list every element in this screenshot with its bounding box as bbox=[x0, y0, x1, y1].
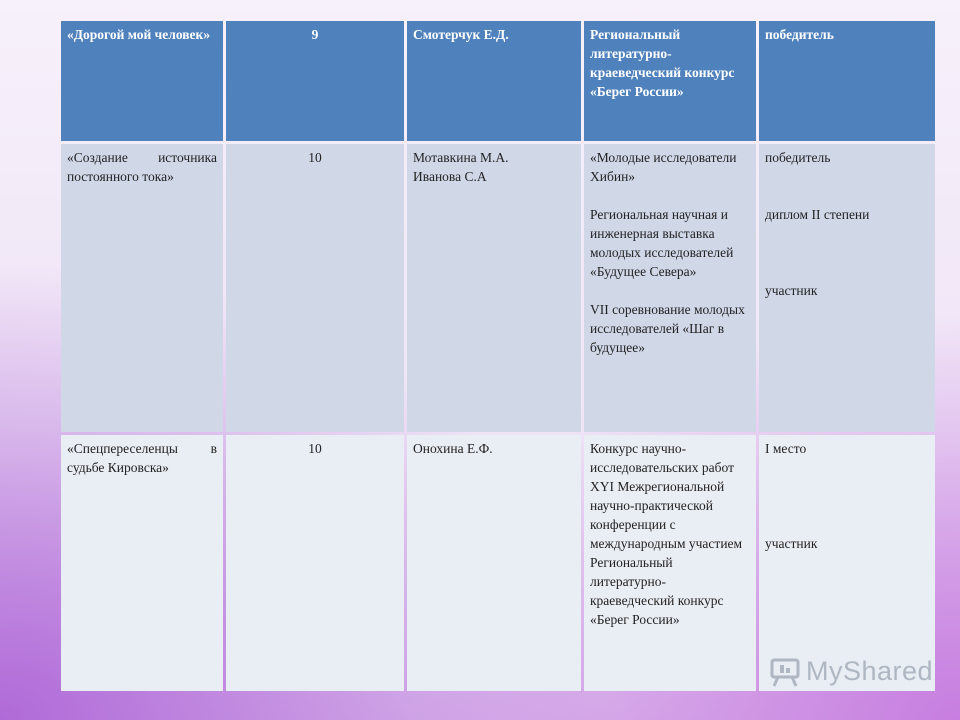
author-name: Иванова С.А bbox=[413, 169, 487, 184]
result-cell bbox=[759, 144, 935, 432]
grade-cell: 10 bbox=[226, 435, 404, 691]
competition-name: Региональная научная и инженерная выставка молодых исследователей «Будущее Севера» bbox=[590, 207, 734, 279]
result-text: победитель bbox=[765, 150, 831, 165]
competition-cell bbox=[584, 435, 756, 691]
project-title-cell: «Дорогой мой человек» bbox=[61, 21, 223, 141]
author-name: Мотавкина М.А. bbox=[413, 150, 509, 165]
authors-cell: Смотерчук Е.Д. bbox=[407, 21, 581, 141]
competition-cell bbox=[584, 144, 756, 432]
table-row bbox=[61, 144, 935, 432]
competition-name: Конкурс научно-исследовательских работ XYI Межрегиональной научно-практической конференции с международным участием bbox=[590, 441, 743, 551]
result-text: I место bbox=[765, 441, 807, 456]
competition-name: Региональный литературно-краеведческий конкурс «Берег России» bbox=[590, 555, 724, 627]
table-row bbox=[61, 435, 935, 691]
result-cell bbox=[759, 435, 935, 691]
grade-cell: 9 bbox=[226, 21, 404, 141]
projects-table bbox=[58, 18, 938, 694]
result-cell: победитель bbox=[759, 21, 935, 141]
result-text: участник bbox=[765, 536, 818, 551]
authors-cell bbox=[407, 144, 581, 432]
project-title-cell: «Создание источника постоянного тока» bbox=[61, 144, 223, 432]
table-row bbox=[61, 21, 935, 141]
result-text: диплом II степени bbox=[765, 207, 870, 222]
result-text: участник bbox=[765, 283, 818, 298]
watermark-text: MyShared bbox=[806, 656, 934, 686]
competition-name: VII соревнование молодых исследователей «Шаг в будущее» bbox=[590, 302, 745, 355]
grade-cell: 10 bbox=[226, 144, 404, 432]
presentation-board-icon bbox=[768, 657, 802, 687]
project-title-cell: «Спецпереселенцы в судьбе Кировска» bbox=[61, 435, 223, 691]
authors-cell: Онохина Е.Ф. bbox=[407, 435, 581, 691]
competition-cell: Региональный литературно-краеведческий конкурс «Берег России» bbox=[584, 21, 756, 141]
competition-name: «Молодые исследователи Хибин» bbox=[590, 150, 737, 184]
myshared-watermark bbox=[768, 656, 933, 687]
